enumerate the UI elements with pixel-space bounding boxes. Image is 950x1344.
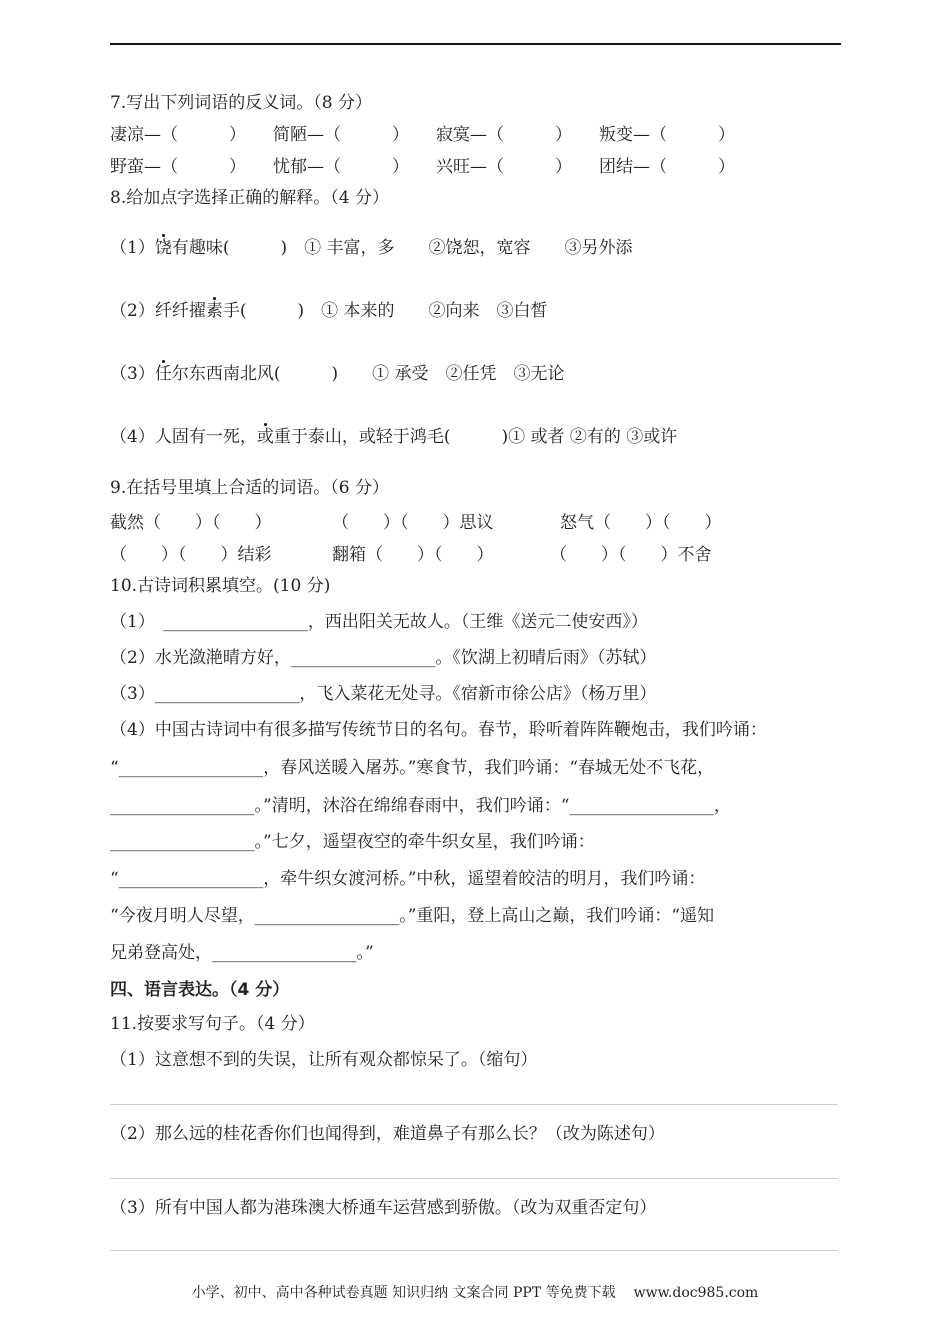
q7-item: 忧郁—（ ） [273,157,409,177]
q10-line: _________________。”清明，沐浴在绵绵春雨中，我们吟诵：“_________________， [110,796,731,816]
q10-line: “_________________，春风送暖入屠苏。”寒食节，我们吟诵：“春城无处不飞花， [110,758,715,778]
q7-item: 野蛮—（ ） [110,157,246,177]
emphasis-char: 任 [154,364,172,384]
q9-item: （ ）（ ）思议 [332,513,494,533]
section-4-heading: 四、语言表达。（4 分） [110,980,290,1000]
q8-item-3: （3）任尔东西南北风( ) ① 承受 ②任凭 ③无论 [110,364,565,384]
q10-line: （3）_________________，飞入菜花无处寻。《宿新市徐公店》（杨万里） [110,684,657,704]
q7-title: 7.写出下列词语的反义词。（8 分） [110,93,372,113]
q10-line: 兄弟登高处，_________________。” [110,943,374,963]
q10-line: “今夜月明人尽望，_________________。”重阳，登上高山之巅，我们吟诵：“遥知 [110,906,715,926]
q10-title: 10.古诗词积累填空。(10 分) [110,576,331,596]
q7-row-1 [110,124,841,146]
q9-row-1 [110,512,841,534]
q7-item: 凄凉—（ ） [110,125,246,145]
q8-item-1: （1）饶有趣味( ) ① 丰富，多 ②饶恕，宽容 ③另外添 [110,238,633,258]
answer-line [110,1178,838,1179]
q11-title: 11.按要求写句子。（4 分） [110,1014,315,1034]
answer-line [110,1250,838,1251]
footer-text: 小学、初中、高中各种试卷真题 知识归纳 文案合同 PPT 等免费下载 [191,1285,616,1301]
q10-line: （2）水光潋滟晴方好，_________________。《饮湖上初晴后雨》（苏轼） [110,648,657,668]
q9-item: 截然（ ）（ ） [110,513,272,533]
q8-title: 8.给加点字选择正确的解释。（4 分） [110,188,389,208]
q9-item: （ ）（ ）不舍 [550,545,712,565]
q10-line: “_________________，牵牛织女渡河桥。”中秋，遥望着皎洁的明月，我们吟诵： [110,869,706,889]
q9-title: 9.在括号里填上合适的词语。（6 分） [110,478,389,498]
emphasis-char: 素 [205,301,223,321]
q8-item-4: （4）人固有一死，或重于泰山，或轻于鸿毛( )① 或者 ②有的 ③或许 [110,427,678,447]
q7-item: 叛变—（ ） [599,125,735,145]
q8-item-2: （2）纤纤擢素手( ) ① 本来的 ②向来 ③白皙 [110,301,548,321]
header-rule [110,43,841,45]
q9-row-2 [110,544,841,566]
q11-item-3: （3）所有中国人都为港珠澳大桥通车运营感到骄傲。（改为双重否定句） [110,1198,657,1218]
q9-item: 翻箱（ ）（ ） [332,545,494,565]
q10-line: （4）中国古诗词中有很多描写传统节日的名句。春节，聆听着阵阵鞭炮击，我们吟诵： [110,720,767,740]
q7-item: 团结—（ ） [599,157,735,177]
q7-item: 寂寞—（ ） [436,125,572,145]
q10-line: （1） _________________，西出阳关无故人。（王维《送元二使安西》） [110,612,648,632]
q7-item: 兴旺—（ ） [436,157,572,177]
q9-item: 怒气（ ）（ ） [560,513,722,533]
footer-url[interactable]: www.doc985.com [633,1285,759,1301]
q9-item: （ ）（ ）结彩 [110,545,272,565]
emphasis-char: 饶 [154,238,172,258]
footer [0,1282,950,1302]
q7-item: 简陋—（ ） [273,125,409,145]
q7-row-2 [110,156,841,178]
q11-item-1: （1）这意想不到的失误，让所有观众都惊呆了。（缩句） [110,1050,538,1070]
answer-line [110,1104,838,1105]
emphasis-char: 或 [256,427,274,447]
q10-line: _________________。”七夕，遥望夜空的牵牛织女星，我们吟诵： [110,832,595,852]
q11-item-2: （2）那么远的桂花香你们也闻得到，难道鼻子有那么长？（改为陈述句） [110,1124,665,1144]
